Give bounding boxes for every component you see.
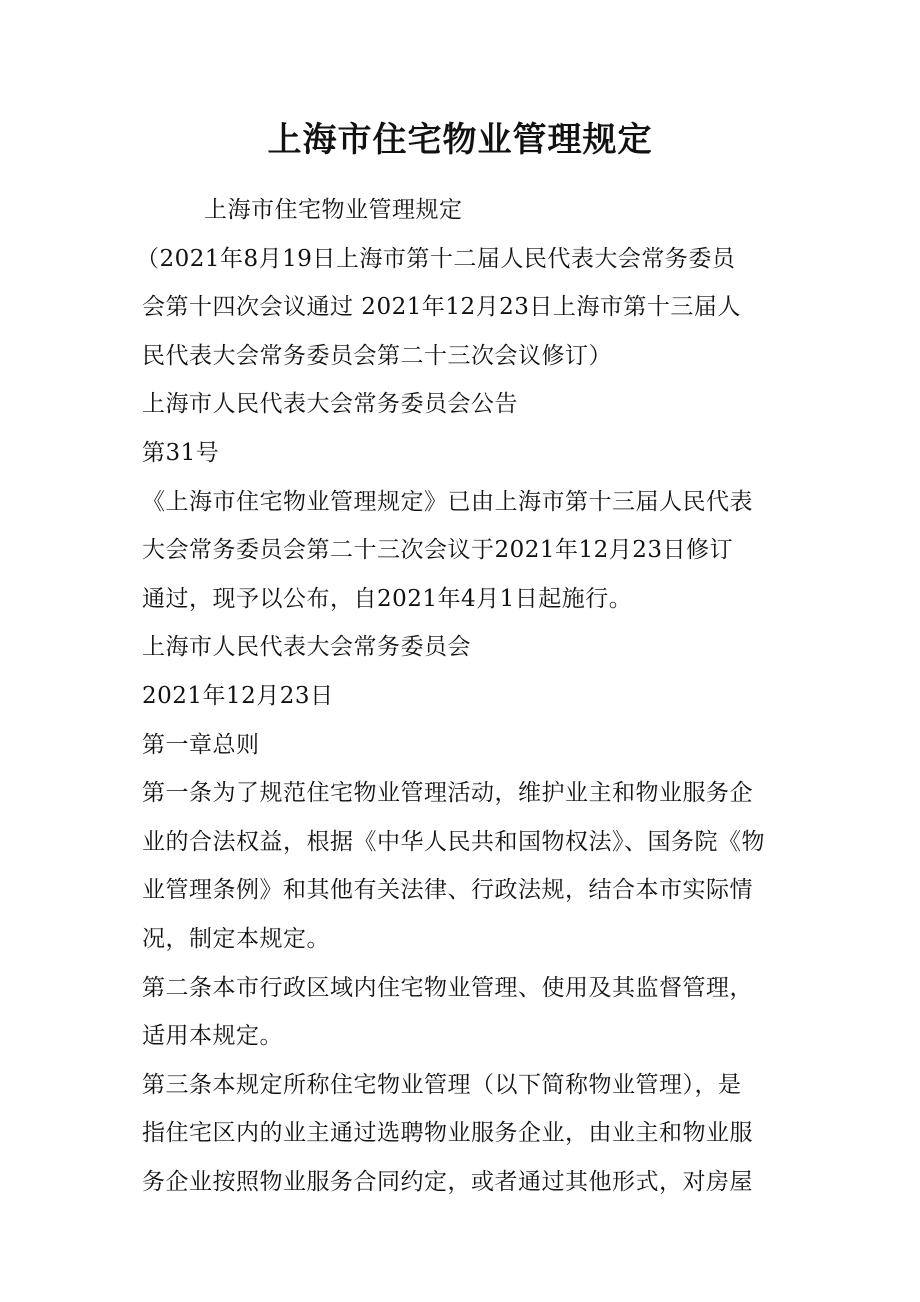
document-title: 上海市住宅物业管理规定 bbox=[267, 120, 653, 160]
text-line: 民代表大会常务委员会第二十三次会议修订） bbox=[142, 342, 612, 369]
chapter-heading: 第一章总则 bbox=[142, 731, 260, 758]
text-line: 务企业按照物业服务合同约定，或者通过其他形式，对房屋 bbox=[142, 1168, 753, 1195]
text-line: 第一条为了规范住宅物业管理活动，维护业主和物业服务企 bbox=[142, 780, 753, 807]
text-line: 指住宅区内的业主通过选聘物业服务企业，由业主和物业服 bbox=[142, 1120, 753, 1147]
text-line: 大会常务委员会第二十三次会议于2021年12月23日修订 bbox=[142, 537, 734, 564]
text-line: 2021年12月23日 bbox=[142, 682, 334, 709]
text-line: 业管理条例》和其他有关法律、行政法规，结合本市实际情 bbox=[142, 877, 753, 904]
text-line: 第31号 bbox=[142, 439, 220, 466]
text-line: 况，制定本规定。 bbox=[142, 925, 330, 952]
text-line: 上海市人民代表大会常务委员会公告 bbox=[142, 391, 518, 418]
text-line: 第三条本规定所称住宅物业管理（以下简称物业管理），是 bbox=[142, 1071, 742, 1098]
text-line: （2021年8月19日上海市第十二届人民代表大会常务委员 bbox=[136, 245, 736, 272]
text-line: 会第十四次会议通过 2021年12月23日上海市第十三届人 bbox=[142, 294, 741, 321]
text-line: 通过，现予以公布，自2021年4月1日起施行。 bbox=[142, 585, 633, 612]
text-line: 上海市人民代表大会常务委员会 bbox=[142, 634, 471, 661]
text-line: 业的合法权益，根据《中华人民共和国物权法》、国务院《物 bbox=[142, 828, 765, 855]
document-body bbox=[136, 186, 790, 1206]
text-line: 适用本规定。 bbox=[142, 1023, 283, 1050]
subtitle-line: 上海市住宅物业管理规定 bbox=[204, 197, 463, 223]
text-line: 《上海市住宅物业管理规定》已由上海市第十三届人民代表 bbox=[142, 488, 753, 515]
text-line: 第二条本市行政区域内住宅物业管理、使用及其监督管理， bbox=[142, 974, 753, 1001]
